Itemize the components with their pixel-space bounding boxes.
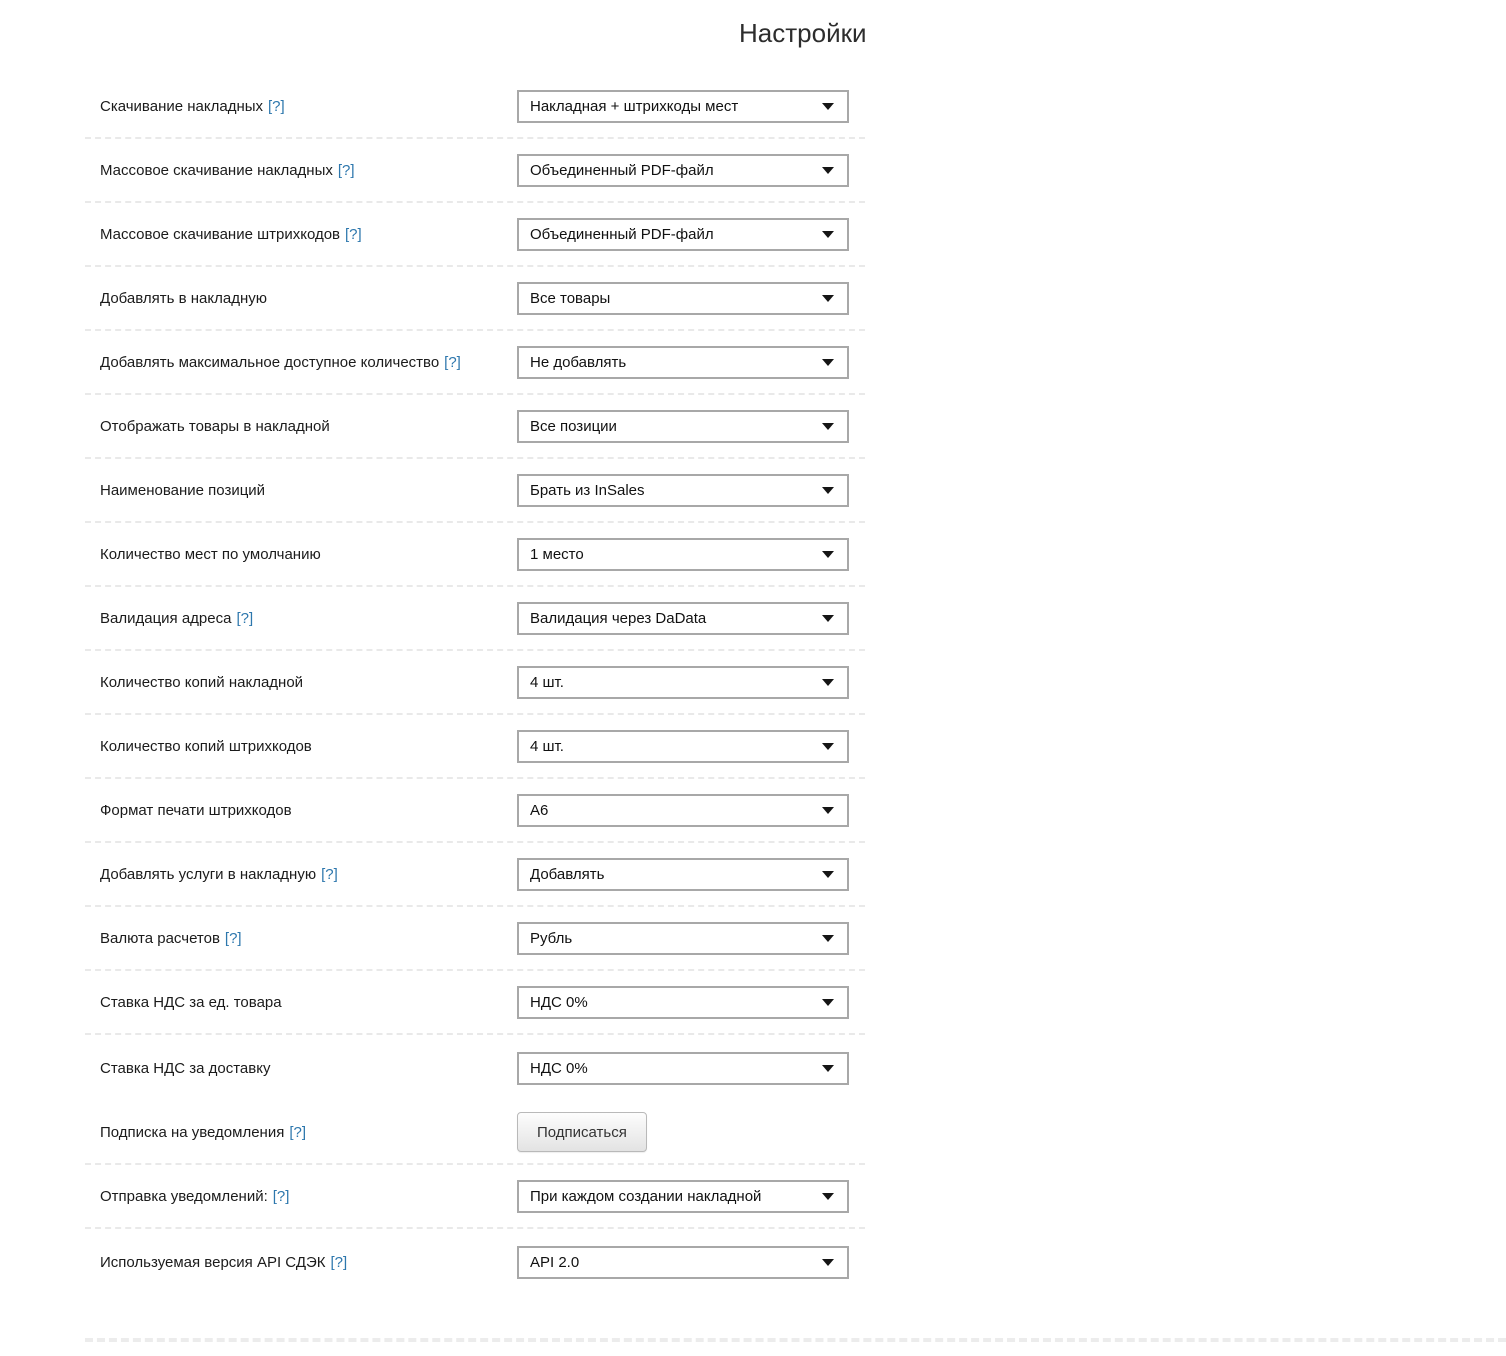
invoice-copies-label: Количество копий накладной xyxy=(100,673,304,691)
settings-row-add-services xyxy=(85,843,865,907)
currency-select[interactable]: Рубль xyxy=(517,922,849,955)
chevron-down-icon xyxy=(822,423,834,430)
add-services-select[interactable]: Добавлять xyxy=(517,858,849,891)
setting-control xyxy=(517,474,849,507)
api-version-select[interactable]: API 2.0 xyxy=(517,1246,849,1279)
add-services-label: Добавлять услуги в накладную [?] xyxy=(100,865,338,883)
chevron-down-icon xyxy=(822,1065,834,1072)
subscribe-help-link[interactable]: [?] xyxy=(289,1123,307,1141)
setting-control xyxy=(517,666,849,699)
add-to-invoice-select[interactable]: Все товары xyxy=(517,282,849,315)
chevron-down-icon xyxy=(822,551,834,558)
settings-row-bulk-invoice-download xyxy=(85,139,865,203)
settings-list xyxy=(85,75,865,1295)
chevron-down-icon xyxy=(822,679,834,686)
add-max-quantity-label: Добавлять максимальное доступное количество [?] xyxy=(100,353,461,371)
setting-control xyxy=(517,730,849,763)
chevron-down-icon xyxy=(822,487,834,494)
setting-control xyxy=(517,218,849,251)
bulk-barcode-download-select[interactable]: Объединенный PDF-файл xyxy=(517,218,849,251)
chevron-down-icon xyxy=(822,807,834,814)
vat-delivery-label: Ставка НДС за доставку xyxy=(100,1059,271,1077)
display-products-select[interactable]: Все позиции xyxy=(517,410,849,443)
chevron-down-icon xyxy=(822,615,834,622)
chevron-down-icon xyxy=(822,999,834,1006)
default-places-label: Количество мест по умолчанию xyxy=(100,545,321,563)
display-products-label: Отображать товары в накладной xyxy=(100,417,330,435)
setting-control xyxy=(517,282,849,315)
subscribe-label: Подписка на уведомления [?] xyxy=(100,1123,307,1141)
invoice-download-label: Скачивание накладных [?] xyxy=(100,97,285,115)
chevron-down-icon xyxy=(822,1259,834,1266)
chevron-down-icon xyxy=(822,231,834,238)
invoice-copies-select[interactable]: 4 шт. xyxy=(517,666,849,699)
setting-control xyxy=(517,346,849,379)
notifications-sending-label: Отправка уведомлений: [?] xyxy=(100,1187,290,1205)
chevron-down-icon xyxy=(822,871,834,878)
settings-row-subscribe xyxy=(85,1101,865,1165)
settings-row-currency xyxy=(85,907,865,971)
settings-row-bulk-barcode-download xyxy=(85,203,865,267)
api-version-label: Используемая версия API СДЭК [?] xyxy=(100,1253,348,1271)
page-title: Настройки xyxy=(739,18,867,48)
setting-control xyxy=(517,410,849,443)
settings-row-invoice-copies xyxy=(85,651,865,715)
add-services-help-link[interactable]: [?] xyxy=(321,865,338,883)
settings-row-default-places xyxy=(85,523,865,587)
settings-row-invoice-download xyxy=(85,75,865,139)
barcode-print-format-select[interactable]: A6 xyxy=(517,794,849,827)
vat-delivery-select[interactable]: НДС 0% xyxy=(517,1052,849,1085)
vat-product-label: Ставка НДС за ед. товара xyxy=(100,993,282,1011)
barcode-copies-select[interactable]: 4 шт. xyxy=(517,730,849,763)
settings-row-api-version xyxy=(85,1229,865,1295)
bulk-invoice-download-help-link[interactable]: [?] xyxy=(337,161,355,179)
setting-control xyxy=(517,1180,849,1213)
chevron-down-icon xyxy=(822,295,834,302)
settings-row-barcode-print-format xyxy=(85,779,865,843)
address-validation-label: Валидация адреса [?] xyxy=(100,609,254,627)
default-places-select[interactable]: 1 место xyxy=(517,538,849,571)
notifications-sending-help-link[interactable]: [?] xyxy=(272,1187,290,1205)
bottom-divider xyxy=(85,1338,1506,1342)
add-to-invoice-label: Добавлять в накладную xyxy=(100,289,267,307)
setting-control xyxy=(517,986,849,1019)
currency-help-link[interactable]: [?] xyxy=(224,929,242,947)
notifications-sending-select[interactable]: При каждом создании накладной xyxy=(517,1180,849,1213)
setting-control xyxy=(517,858,849,891)
settings-row-notifications-sending xyxy=(85,1165,865,1229)
barcode-copies-label: Количество копий штрихкодов xyxy=(100,737,312,755)
bulk-invoice-download-label: Массовое скачивание накладных [?] xyxy=(100,161,355,179)
item-naming-select[interactable]: Брать из InSales xyxy=(517,474,849,507)
item-naming-label: Наименование позиций xyxy=(100,481,266,499)
setting-control xyxy=(517,602,849,635)
add-max-quantity-select[interactable]: Не добавлять xyxy=(517,346,849,379)
chevron-down-icon xyxy=(822,359,834,366)
chevron-down-icon xyxy=(822,743,834,750)
subscribe-button[interactable]: Подписаться xyxy=(517,1112,647,1152)
settings-row-display-products xyxy=(85,395,865,459)
settings-row-vat-delivery xyxy=(85,1035,865,1101)
chevron-down-icon xyxy=(822,1193,834,1200)
setting-control xyxy=(517,922,849,955)
invoice-download-help-link[interactable]: [?] xyxy=(268,97,285,115)
setting-control xyxy=(517,154,849,187)
bulk-barcode-download-help-link[interactable]: [?] xyxy=(345,225,362,243)
address-validation-help-link[interactable]: [?] xyxy=(236,609,254,627)
settings-row-add-max-quantity xyxy=(85,331,865,395)
setting-control xyxy=(517,794,849,827)
setting-control xyxy=(517,1112,849,1152)
chevron-down-icon xyxy=(822,935,834,942)
setting-control xyxy=(517,1246,849,1279)
invoice-download-select[interactable]: Накладная + штрихкоды мест xyxy=(517,90,849,123)
bulk-invoice-download-select[interactable]: Объединенный PDF-файл xyxy=(517,154,849,187)
bulk-barcode-download-label: Массовое скачивание штрихкодов [?] xyxy=(100,225,362,243)
add-max-quantity-help-link[interactable]: [?] xyxy=(444,353,461,371)
vat-product-select[interactable]: НДС 0% xyxy=(517,986,849,1019)
chevron-down-icon xyxy=(822,167,834,174)
settings-row-barcode-copies xyxy=(85,715,865,779)
setting-control xyxy=(517,538,849,571)
barcode-print-format-label: Формат печати штрихкодов xyxy=(100,801,292,819)
currency-label: Валюта расчетов [?] xyxy=(100,929,242,947)
setting-control xyxy=(517,1052,849,1085)
api-version-help-link[interactable]: [?] xyxy=(330,1253,348,1271)
address-validation-select[interactable]: Валидация через DaData xyxy=(517,602,849,635)
setting-control xyxy=(517,90,849,123)
chevron-down-icon xyxy=(822,103,834,110)
settings-row-item-naming xyxy=(85,459,865,523)
settings-row-add-to-invoice xyxy=(85,267,865,331)
settings-row-vat-product xyxy=(85,971,865,1035)
settings-row-address-validation xyxy=(85,587,865,651)
